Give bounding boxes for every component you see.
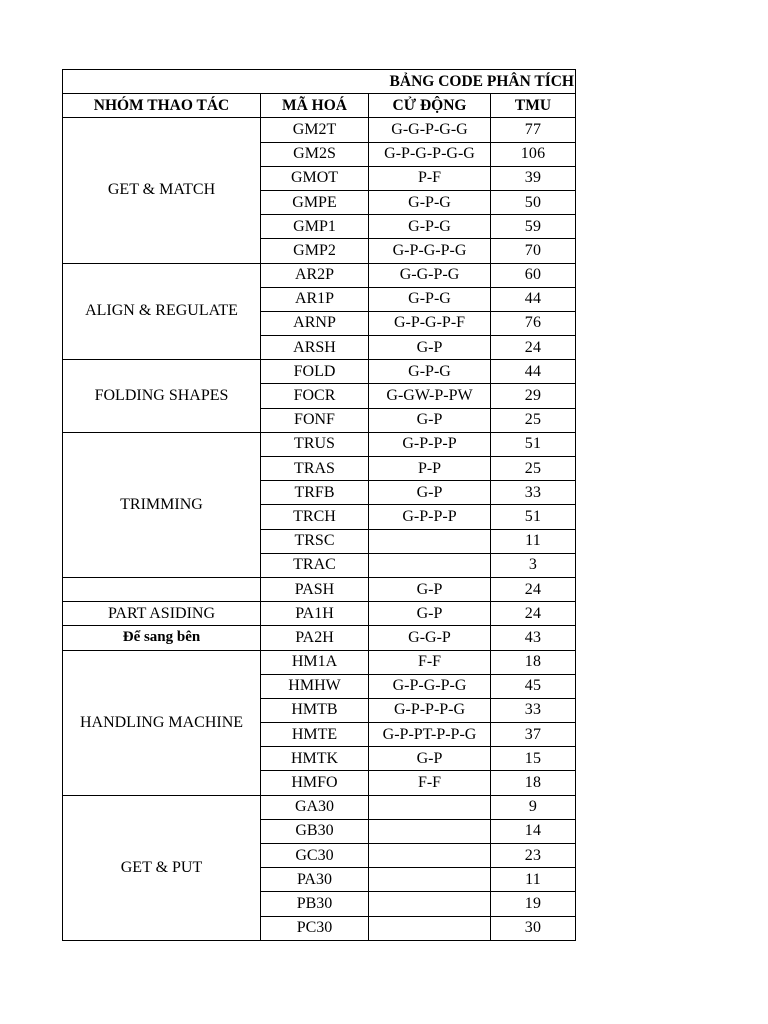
tmu-cell: 77	[491, 118, 576, 142]
motion-cell	[369, 868, 491, 892]
code-table-body	[63, 70, 576, 941]
table-row	[63, 650, 576, 674]
tmu-cell: 18	[491, 771, 576, 795]
code-cell: FOLD	[261, 360, 369, 384]
tmu-cell: 44	[491, 287, 576, 311]
motion-cell	[369, 819, 491, 843]
motion-cell: G-G-P-G	[369, 263, 491, 287]
tmu-cell: 37	[491, 723, 576, 747]
motion-cell: G-P-G	[369, 215, 491, 239]
motion-cell	[369, 844, 491, 868]
tmu-cell: 29	[491, 384, 576, 408]
code-cell: GMOT	[261, 166, 369, 190]
table-title: BẢNG CODE PHÂN TÍCH	[63, 70, 576, 94]
motion-cell: G-P-G	[369, 360, 491, 384]
tmu-cell: 15	[491, 747, 576, 771]
code-table	[62, 69, 576, 941]
header-tmu: TMU	[491, 94, 576, 118]
tmu-cell: 30	[491, 916, 576, 940]
tmu-cell: 18	[491, 650, 576, 674]
motion-cell: G-P-P-P	[369, 505, 491, 529]
tmu-cell: 9	[491, 795, 576, 819]
motion-cell	[369, 529, 491, 553]
tmu-cell: 25	[491, 457, 576, 481]
tmu-cell: 50	[491, 190, 576, 214]
motion-cell: F-F	[369, 771, 491, 795]
motion-cell: G-P-G-P-G-G	[369, 142, 491, 166]
tmu-cell: 76	[491, 311, 576, 335]
tmu-cell: 106	[491, 142, 576, 166]
group-cell: PART ASIDING	[63, 602, 261, 626]
code-cell: PC30	[261, 916, 369, 940]
code-cell: GA30	[261, 795, 369, 819]
code-cell: GMP1	[261, 215, 369, 239]
table-row	[63, 626, 576, 650]
motion-cell: G-GW-P-PW	[369, 384, 491, 408]
motion-cell: G-P	[369, 577, 491, 601]
motion-cell: G-P	[369, 481, 491, 505]
code-cell: AR2P	[261, 263, 369, 287]
motion-cell	[369, 795, 491, 819]
tmu-cell: 24	[491, 577, 576, 601]
motion-cell: G-P	[369, 336, 491, 360]
motion-cell: G-P-P-P	[369, 432, 491, 456]
code-cell: GC30	[261, 844, 369, 868]
code-cell: TRCH	[261, 505, 369, 529]
motion-cell: G-P-G-P-G	[369, 674, 491, 698]
code-cell: ARNP	[261, 311, 369, 335]
code-cell: GMPE	[261, 190, 369, 214]
motion-cell: G-P	[369, 408, 491, 432]
header-group: NHÓM THAO TÁC	[63, 94, 261, 118]
tmu-cell: 45	[491, 674, 576, 698]
tmu-cell: 51	[491, 505, 576, 529]
tmu-cell: 33	[491, 481, 576, 505]
title-row	[63, 70, 576, 94]
group-cell: HANDLING MACHINE	[63, 650, 261, 795]
header-motion: CỬ ĐỘNG	[369, 94, 491, 118]
tmu-cell: 25	[491, 408, 576, 432]
tmu-cell: 19	[491, 892, 576, 916]
motion-cell	[369, 553, 491, 577]
code-cell: HMTB	[261, 698, 369, 722]
code-cell: GM2T	[261, 118, 369, 142]
code-cell: ARSH	[261, 336, 369, 360]
motion-cell	[369, 916, 491, 940]
code-cell: TRUS	[261, 432, 369, 456]
tmu-cell: 3	[491, 553, 576, 577]
header-row	[63, 94, 576, 118]
motion-cell: G-P	[369, 747, 491, 771]
table-row	[63, 118, 576, 142]
code-cell: PA2H	[261, 626, 369, 650]
code-cell: TRAC	[261, 553, 369, 577]
group-cell: ALIGN & REGULATE	[63, 263, 261, 360]
group-cell: Để sang bên	[63, 626, 261, 650]
code-cell: PA1H	[261, 602, 369, 626]
code-cell: FOCR	[261, 384, 369, 408]
motion-cell: G-P-PT-P-P-G	[369, 723, 491, 747]
motion-cell: G-P-P-P-G	[369, 698, 491, 722]
motion-cell	[369, 892, 491, 916]
code-cell: PASH	[261, 577, 369, 601]
motion-cell: G-P-G	[369, 190, 491, 214]
table-row	[63, 360, 576, 384]
table-row	[63, 795, 576, 819]
code-cell: GMP2	[261, 239, 369, 263]
motion-cell: G-P	[369, 602, 491, 626]
group-cell: FOLDING SHAPES	[63, 360, 261, 433]
code-cell: PA30	[261, 868, 369, 892]
tmu-cell: 33	[491, 698, 576, 722]
code-cell: HM1A	[261, 650, 369, 674]
group-cell	[63, 577, 261, 601]
tmu-cell: 14	[491, 819, 576, 843]
motion-cell: G-P-G-P-F	[369, 311, 491, 335]
tmu-cell: 60	[491, 263, 576, 287]
tmu-cell: 24	[491, 336, 576, 360]
code-cell: TRSC	[261, 529, 369, 553]
tmu-cell: 51	[491, 432, 576, 456]
tmu-cell: 24	[491, 602, 576, 626]
code-cell: HMHW	[261, 674, 369, 698]
group-cell: TRIMMING	[63, 432, 261, 577]
tmu-cell: 11	[491, 868, 576, 892]
code-cell: AR1P	[261, 287, 369, 311]
tmu-cell: 23	[491, 844, 576, 868]
tmu-cell: 11	[491, 529, 576, 553]
motion-cell: G-G-P	[369, 626, 491, 650]
group-cell: GET & PUT	[63, 795, 261, 940]
code-cell: GB30	[261, 819, 369, 843]
tmu-cell: 39	[491, 166, 576, 190]
code-cell: PB30	[261, 892, 369, 916]
tmu-cell: 59	[491, 215, 576, 239]
motion-cell: G-P-G-P-G	[369, 239, 491, 263]
code-cell: FONF	[261, 408, 369, 432]
code-cell: TRAS	[261, 457, 369, 481]
code-cell: HMTK	[261, 747, 369, 771]
table-row	[63, 432, 576, 456]
code-cell: GM2S	[261, 142, 369, 166]
motion-cell: G-P-G	[369, 287, 491, 311]
table-row	[63, 263, 576, 287]
tmu-cell: 44	[491, 360, 576, 384]
code-cell: TRFB	[261, 481, 369, 505]
motion-cell: G-G-P-G-G	[369, 118, 491, 142]
header-code: MÃ HOÁ	[261, 94, 369, 118]
table-row	[63, 577, 576, 601]
code-cell: HMTE	[261, 723, 369, 747]
tmu-cell: 43	[491, 626, 576, 650]
group-cell: GET & MATCH	[63, 118, 261, 263]
code-cell: HMFO	[261, 771, 369, 795]
tmu-cell: 70	[491, 239, 576, 263]
motion-cell: P-F	[369, 166, 491, 190]
motion-cell: F-F	[369, 650, 491, 674]
table-row	[63, 602, 576, 626]
motion-cell: P-P	[369, 457, 491, 481]
